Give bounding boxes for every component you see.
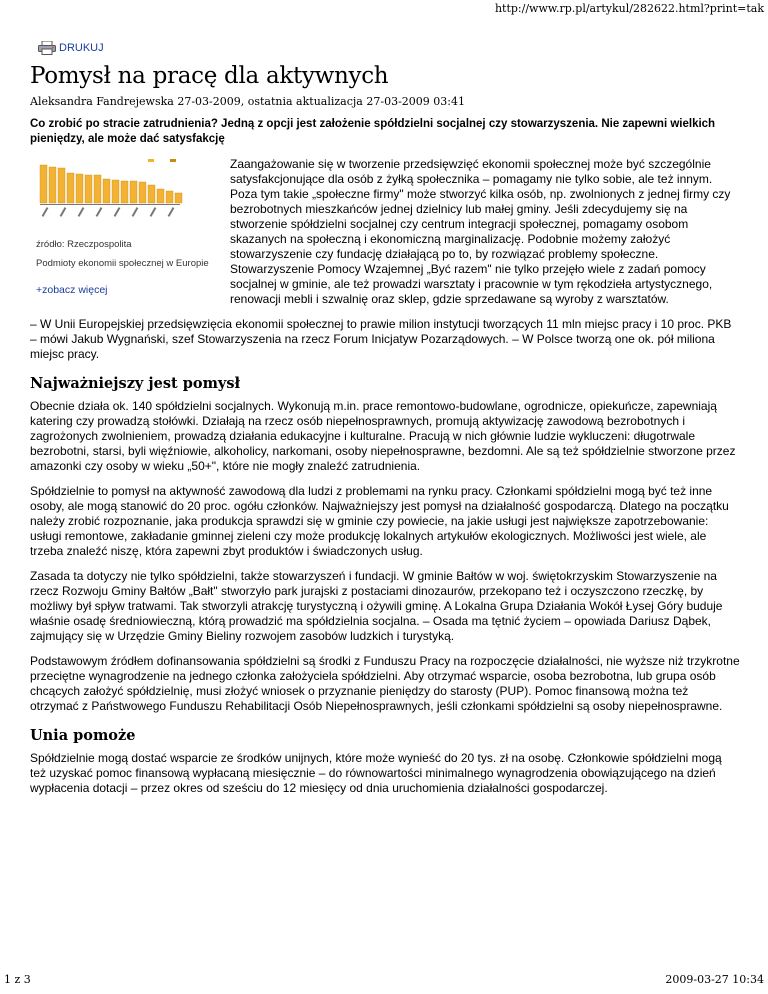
printer-icon[interactable]	[38, 41, 56, 55]
paragraph: Spółdzielnie to pomysł na aktywność zawodową dla ludzi z problemami na rynku pracy. Członkami spółdzielni mogą być też inne osoby, ale mogą stanowić do 20 proc. ogółu członków. Najważniejszy jest pomysł na działalność gospodarczą. Dlatego na początku należy zrobić rozpoznanie, jaka produkcja sprawdzi się w gminie czy powiecie, na jakie usługi jest największe zapotrzebowanie: usługi remontowe, zakładanie gminnej zieleni czy może produkcję lokalnych artykułów ekologicznych. Możliwości jest wiele, ale trzeba znaleźć niszę, która zapewni zbyt produktów i świadczonych usług.	[30, 484, 729, 558]
article-figure	[36, 157, 222, 298]
section-heading: Najważniejszy jest pomysł	[30, 375, 241, 392]
article-lead: Co zrobić po stracie zatrudnienia? Jedną z opcji jest założenie spółdzielni socjalnej czy stowarzyszenia. Nie zapewni wielkich pieniędzy, ale może dać satysfakcję	[30, 118, 716, 145]
article-page	[30, 38, 740, 806]
print-row[interactable]	[38, 38, 740, 58]
article-title: Pomysł na pracę dla aktywnych	[30, 63, 389, 89]
print-url: http://www.rp.pl/artykul/282622.html?print=tak	[494, 2, 764, 15]
print-datetime: 2009-03-27 10:34	[665, 973, 764, 986]
paragraph: Podstawowym źródłem dofinansowania spółdzielni są środki z Funduszu Pracy na rozpoczęcie działalności, nie wyższe niż trzykrotne przeciętne wynagrodzenie na jednego członka założyciela spółdzielni. Aby otrzymać wsparcie, osoba bezrobotna, lub grupa osób chcących założyć spółdzielnię, musi złożyć wniosek o przyznanie pieniędzy do starosty (PUP). Pomoc finansową można też otrzymać z Państwowego Funduszu Rehabilitacji Osób Niepełnosprawnych, jeśli członkami spółdzielni są osoby niepełnosprawne.	[30, 654, 740, 713]
figure-caption: Podmioty ekonomii społecznej w Europie	[36, 258, 209, 269]
paragraph: Zasada ta dotyczy nie tylko spółdzielni, także stowarzyszeń i fundacji. W gminie Bałtów w woj. świętokrzyskim Stowarzyszenie na rzecz Rozwoju Gminy Bałtów „Bałt" stworzyło park jurajski z postaciami dinozaurów, przekopano też i oczyszczono rzeczkę, by możliwy był spływ tratwami. Tak stworzyli atrakcję turystyczną i ożywili gminę. A Lokalna Grupa Działania Wokół Łysej Góry buduje właśnie osadę średniowieczną, którą prowadzić ma spółdzielnia socjalna. – Osada ma tętnić życiem – opowiada Dariusz Dąbek, zajmujący się w Urzędzie Gminy Bieliny rozwojem zasobów ludzkich i turystyką.	[30, 569, 723, 643]
figure-more-link[interactable]: +zobacz więcej	[36, 284, 108, 296]
figure-source: źródło: Rzeczpospolita	[36, 239, 132, 250]
section-heading: Unia pomoże	[30, 727, 136, 744]
chart-thumbnail[interactable]	[36, 157, 212, 225]
print-link[interactable]: DRUKUJ	[59, 41, 104, 54]
paragraph: Obecnie działa ok. 140 spółdzielni socjalnych. Wykonują m.in. prace remontowo-budowlane, ogrodnicze, opiekuńcze, zapewniają katering czy prowadzą stołówki. Działają na rzecz osób niepełnosprawnych, promują aktywizację zawodową bezrobotnych i zagrożonych zwolnieniem, prowadzą działania edukacyjne i kulturalne. Pracują w nich głównie ludzie wykluczeni: długotrwale bezrobotni, starsi, byli więźniowie, alkoholicy, narkomani, osoby niepełnosprawne, bezdomni. Ale są też spółdzielnie stworzone przez amazonki czy osoby w wieku „50+", które nie mogły znaleźć zatrudnienia.	[30, 399, 736, 473]
article-byline: Aleksandra Fandrejewska 27-03-2009, ostatnia aktualizacja 27-03-2009 03:41	[30, 95, 465, 108]
paragraph: Spółdzielnie mogą dostać wsparcie ze środków unijnych, które może wynieść do 20 tys. zł na osobę. Członkowie spółdzielni mogą też uzyskać pomoc finansową wypłacaną miesięcznie – do równowartości minimalnego wynagrodzenia obowiązującego na dzień wypłacenia dotacji – przez okres od sześciu do 12 miesięcy od dnia uruchomienia działalności gospodarczej.	[30, 751, 722, 795]
paragraph: Zaangażowanie się w tworzenie przedsięwzięć ekonomii społecznej może być szczególnie satysfakcjonujące dla osób z żyłką społecznika – pomagamy nie tylko sobie, ale też innym. Poza tym takie „społeczne firmy" może stworzyć kilka osób, np. zwolnionych z jednej firmy czy bezrobotnych mieszkańców jednej dzielnicy lub małej gminy. Jeśli zdecydujemy się na stworzenie spółdzielni socjalnej czy centrum integracji społecznej, pomagamy osobom skazanych na społeczną i ekonomiczną marginalizację. Podobnie możemy założyć stowarzyszenie czy fundację działającą po to, by rozwiązać problemy społeczne. Stowarzyszenie Pomocy Wzajemnej „Być razem" nie tylko przejęło wiele z zadań pomocy socjalnej w gminie, ale też prowadzi warsztaty i pracownie w tym rękodzieła artystycznego, renowacji mebli i szwalnię oraz sklep, gdzie sprzedawane są wyroby z warsztatów.	[230, 157, 731, 306]
page-counter: 1 z 3	[4, 973, 31, 986]
paragraph: – W Unii Europejskiej przedsięwzięcia ekonomii społecznej to prawie milion instytucji tworzących 11 mln miejsc pracy i 10 proc. PKB – mówi Jakub Wygnański, szef Stowarzyszenia na rzecz Forum Inicjatyw Pozarządowych. – W Polsce tworzą one ok. pół miliona miejsc pracy.	[30, 317, 732, 361]
